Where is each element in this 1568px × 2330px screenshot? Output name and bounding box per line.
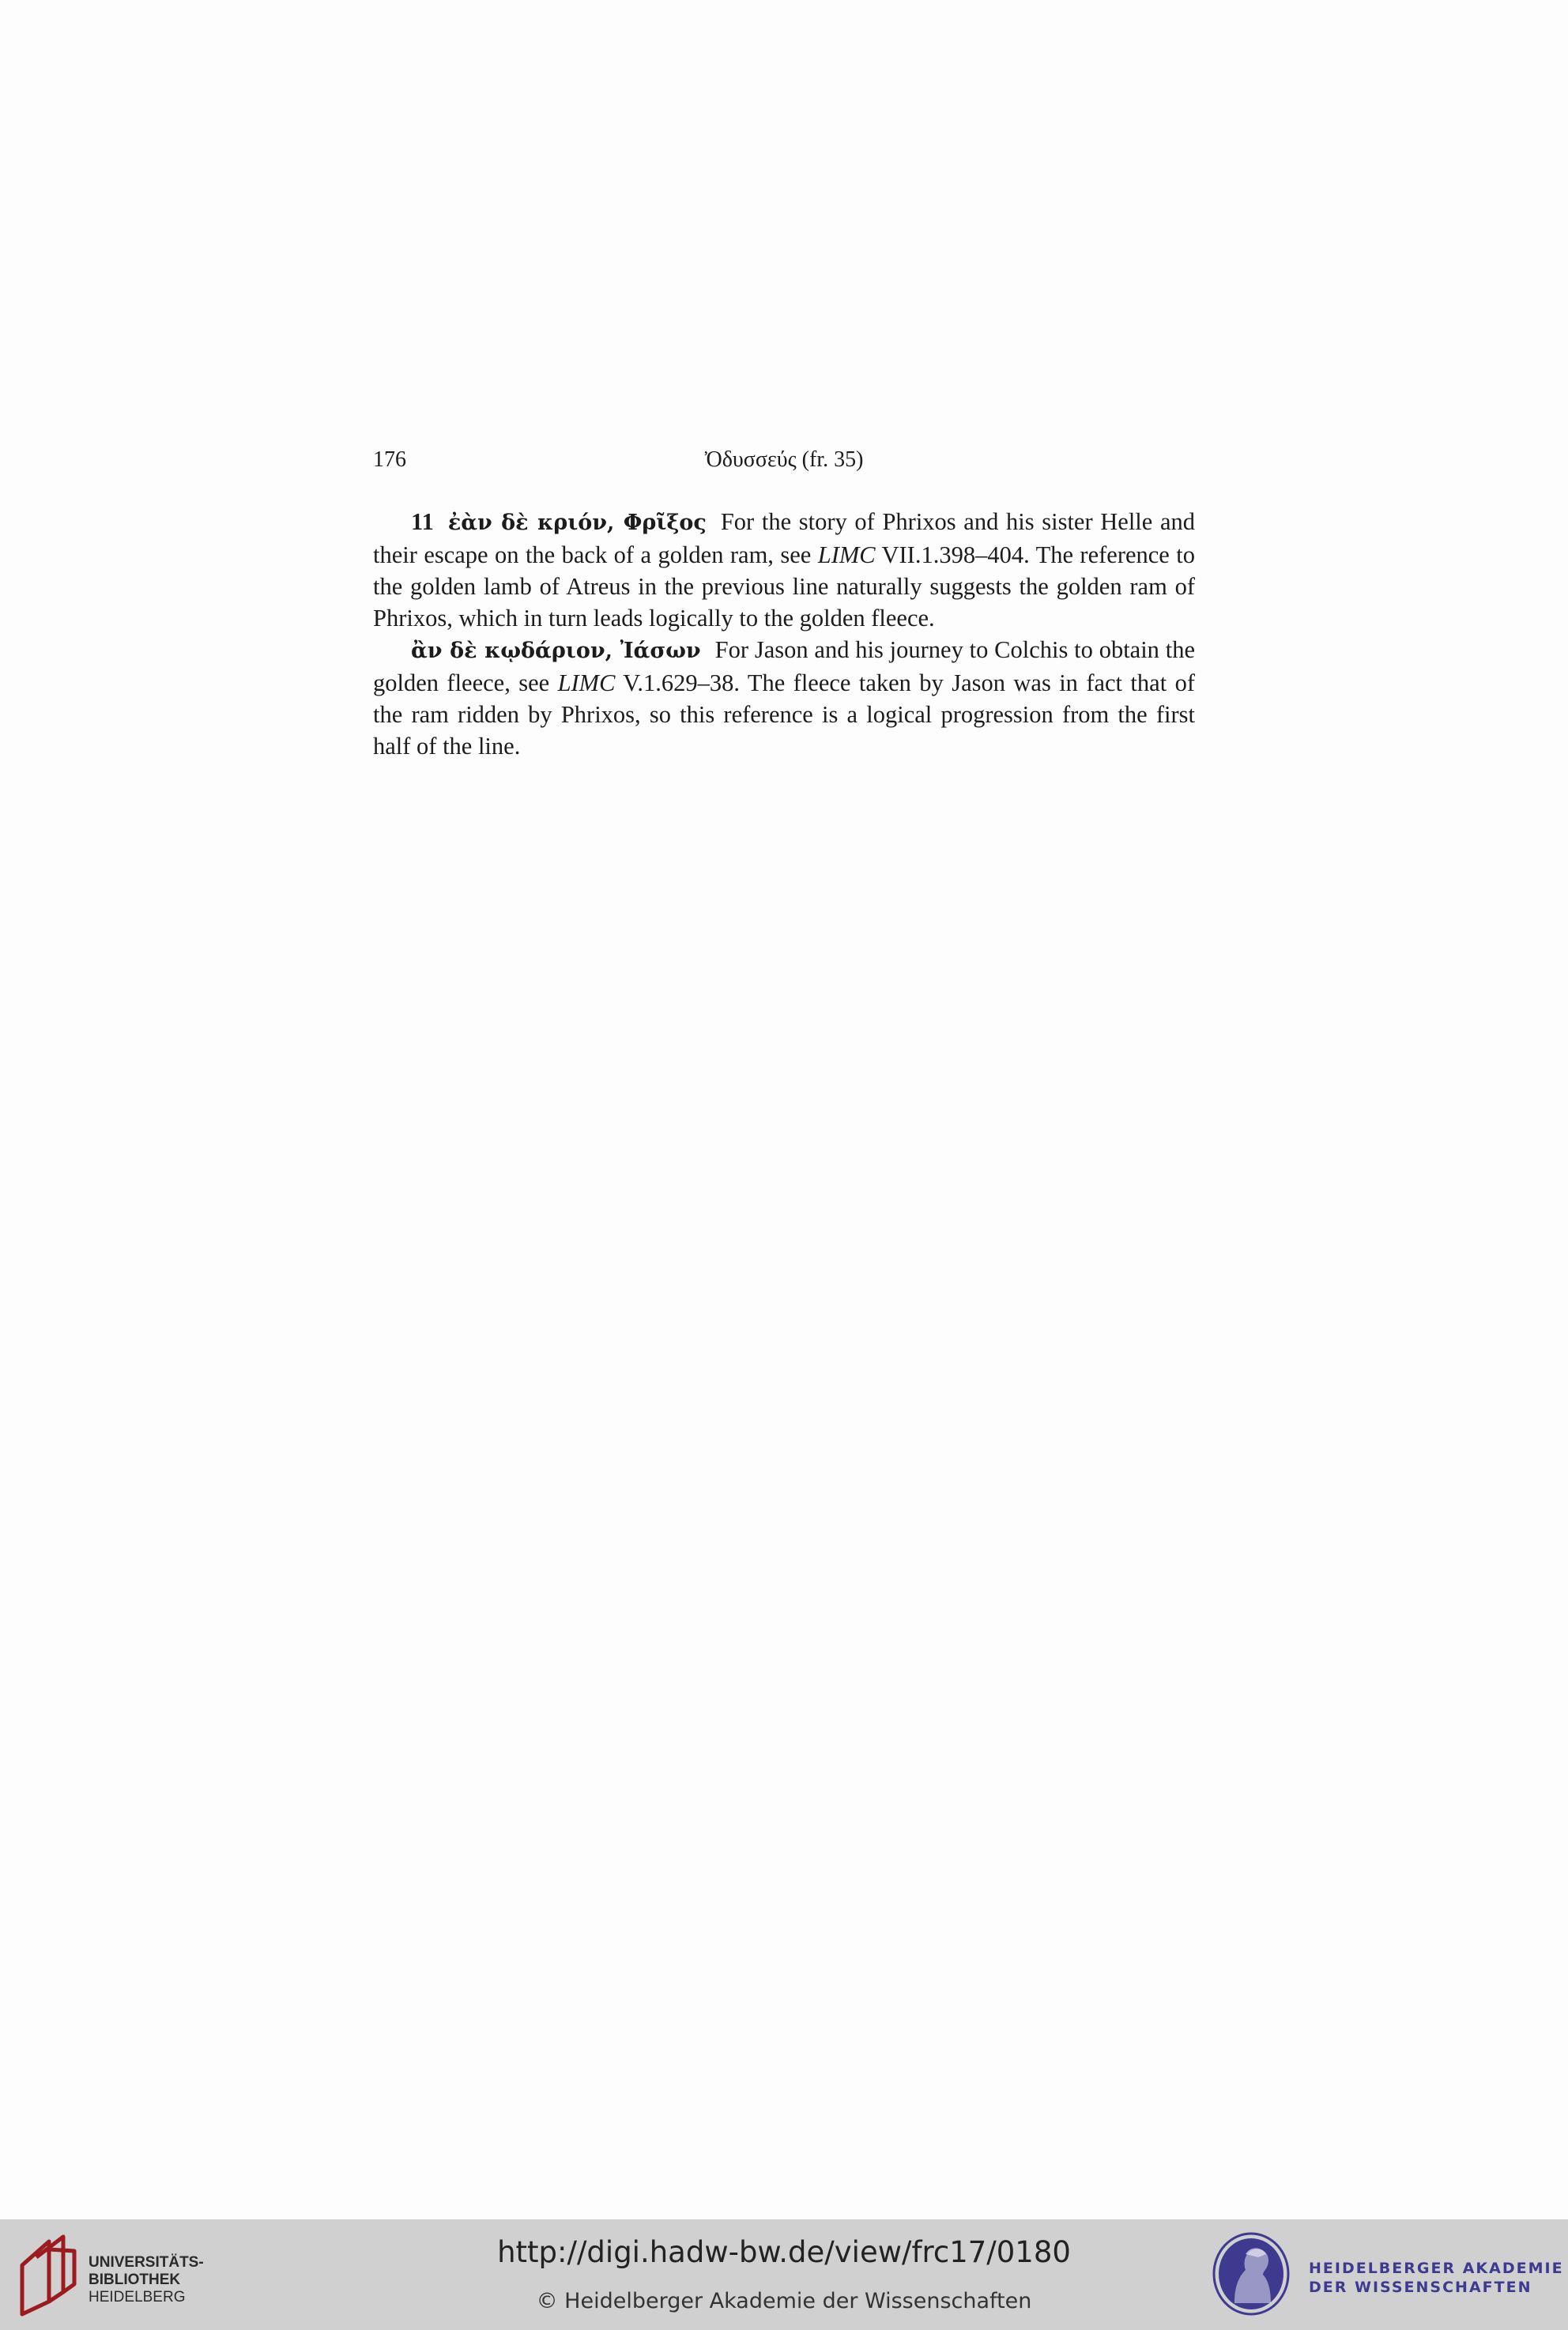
permalink-url[interactable]: http://digi.hadw-bw.de/view/frc17/0180	[497, 2235, 1071, 2269]
commentary-entry	[373, 634, 1195, 762]
footer-bar	[0, 2219, 1568, 2330]
line-number: 11	[411, 508, 434, 535]
academy-name	[1309, 2259, 1564, 2297]
copyright-notice: © Heidelberger Akademie der Wissenschaften	[536, 2289, 1032, 2313]
commentary-text: V.1.629–38. The fleece taken by Jason was in fact that of the ram ridden by Phrixos, so this reference is a logical progression from the first half of the line.	[373, 669, 1195, 760]
lemma: ἂν δὲ κῳδάριον, Ἰάσων	[411, 639, 701, 663]
logo-line: HEIDELBERGER AKADEMIE	[1309, 2260, 1564, 2277]
commentary-text: For Jason and his journey to Colchis to obtain the golden fleece, see	[373, 636, 1195, 696]
logo-line: HEIDELBERG	[89, 2289, 186, 2305]
lemma: ἐὰν δὲ κριόν, Φρῖξος	[447, 511, 707, 535]
logo-line: BIBLIOTHEK	[89, 2272, 181, 2288]
commentary-body	[373, 506, 1195, 762]
logo-line: DER WISSENSCHAFTEN	[1309, 2279, 1532, 2296]
running-title: Ὀδυσσεύς (fr. 35)	[704, 447, 864, 472]
commentary-entry	[373, 506, 1195, 634]
commentary-text: For the story of Phrixos and his sister Helle and their escape on the back of a golden ram, see	[373, 508, 1195, 568]
page-number: 176	[373, 447, 406, 472]
academy-seal-icon	[1211, 2230, 1291, 2317]
page-header	[373, 447, 1195, 479]
commentary-italic: LIMC	[817, 541, 876, 568]
commentary-text: VII.1.398–404. The reference to the golden lamb of Atreus in the previous line naturally suggests the golden ram of Phrixos, which in turn leads logically to the golden fleece.	[373, 541, 1195, 632]
commentary-italic: LIMC	[557, 669, 616, 696]
logo-line: UNIVERSITÄTS-	[89, 2254, 204, 2271]
